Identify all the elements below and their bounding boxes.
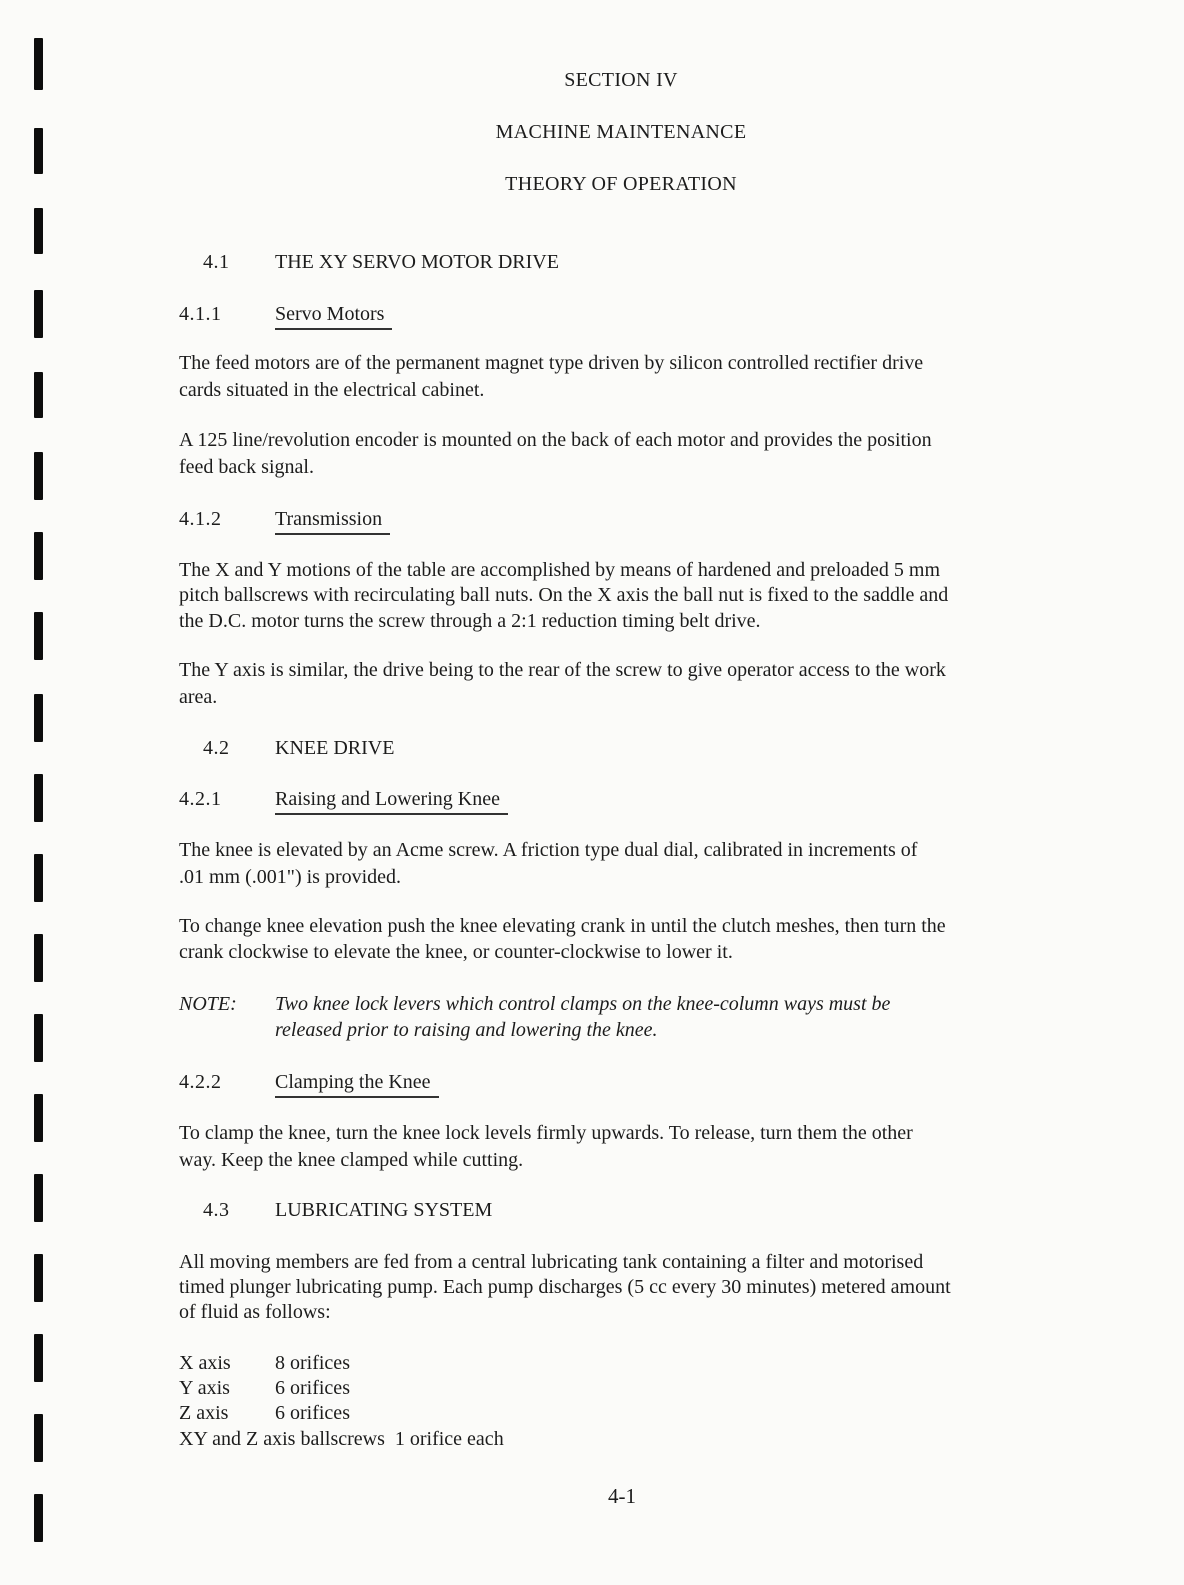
- binder-hole: [34, 1414, 43, 1462]
- list-item-value: 6 orifices: [275, 1402, 350, 1424]
- subsection-title: [275, 788, 508, 811]
- subsection-title: [275, 508, 390, 531]
- binder-hole: [34, 1254, 43, 1302]
- binder-hole: [34, 290, 43, 338]
- section-title: KNEE DRIVE: [275, 737, 395, 759]
- section-number: 4.2: [203, 737, 230, 759]
- list-item-axis: X axis: [179, 1352, 231, 1374]
- binder-hole: [34, 1494, 43, 1542]
- binder-hole: [34, 854, 43, 902]
- subsection-title-text: Servo Motors: [275, 303, 392, 330]
- paragraph-line: timed plunger lubricating pump. Each pump discharges (5 cc every 30 minutes) metered amount: [179, 1276, 951, 1298]
- paragraph-line: The knee is elevated by an Acme screw. A friction type dual dial, calibrated in increments of: [179, 839, 918, 861]
- subsection-title: [275, 303, 392, 326]
- paragraph-line: the D.C. motor turns the screw through a 2:1 reduction timing belt drive.: [179, 610, 761, 632]
- list-item: XY and Z axis ballscrews 1 orifice each: [179, 1428, 504, 1450]
- section-title: THE XY SERVO MOTOR DRIVE: [275, 251, 559, 273]
- paragraph-line: A 125 line/revolution encoder is mounted on the back of each motor and provides the position: [179, 429, 932, 451]
- paragraph-line: The Y axis is similar, the drive being to the rear of the screw to give operator access to the work: [179, 659, 946, 681]
- binder-hole: [34, 532, 43, 580]
- list-item-value: 8 orifices: [275, 1352, 350, 1374]
- binder-hole: [34, 128, 43, 174]
- paragraph-line: crank clockwise to elevate the knee, or counter-clockwise to lower it.: [179, 941, 733, 963]
- page-title: MACHINE MAINTENANCE: [495, 121, 747, 143]
- page-subtitle: THEORY OF OPERATION: [505, 173, 737, 195]
- binder-hole: [34, 1334, 43, 1382]
- binder-hole: [34, 1094, 43, 1142]
- binder-hole: [34, 774, 43, 822]
- note-label: NOTE:: [179, 993, 237, 1015]
- paragraph-line: To clamp the knee, turn the knee lock levels firmly upwards. To release, turn them the other: [179, 1122, 913, 1144]
- subsection-number: 4.2.1: [179, 788, 222, 810]
- paragraph-line: All moving members are fed from a central lubricating tank containing a filter and motorised: [179, 1251, 924, 1273]
- section-title: LUBRICATING SYSTEM: [275, 1199, 493, 1221]
- subsection-title: [275, 1071, 439, 1094]
- binder-hole: [34, 372, 43, 418]
- binder-hole: [34, 694, 43, 742]
- paragraph-line: pitch ballscrews with recirculating ball nuts. On the X axis the ball nut is fixed to the saddle and: [179, 584, 949, 606]
- subsection-number: 4.1.2: [179, 508, 222, 530]
- binder-hole: [34, 452, 43, 500]
- subsection-title-text: Clamping the Knee: [275, 1071, 439, 1098]
- section-number: 4.1: [203, 251, 230, 273]
- paragraph-line: The X and Y motions of the table are accomplished by means of hardened and preloaded 5 mm: [179, 559, 941, 581]
- subsection-number: 4.2.2: [179, 1071, 222, 1093]
- paragraph-line: way. Keep the knee clamped while cutting.: [179, 1149, 524, 1171]
- binder-hole: [34, 934, 43, 982]
- section-number: 4.3: [203, 1199, 230, 1221]
- paragraph-line: feed back signal.: [179, 456, 314, 478]
- list-item-axis: Y axis: [179, 1377, 230, 1399]
- list-item-axis: Z axis: [179, 1402, 229, 1424]
- paragraph-line: .01 mm (.001") is provided.: [179, 866, 402, 888]
- binder-hole: [34, 612, 43, 660]
- subsection-number: 4.1.1: [179, 303, 222, 325]
- paragraph-line: cards situated in the electrical cabinet.: [179, 379, 485, 401]
- binder-hole: [34, 208, 43, 254]
- binder-hole: [34, 38, 43, 90]
- paragraph-line: of fluid as follows:: [179, 1301, 331, 1323]
- subsection-title-text: Transmission: [275, 508, 390, 535]
- note-line: Two knee lock levers which control clamps on the knee-column ways must be: [275, 993, 891, 1015]
- binder-hole: [34, 1014, 43, 1062]
- binder-hole: [34, 1174, 43, 1222]
- list-item-value: 6 orifices: [275, 1377, 350, 1399]
- note-line: released prior to raising and lowering the knee.: [275, 1019, 658, 1041]
- page-number: 4-1: [608, 1484, 636, 1508]
- paragraph-line: The feed motors are of the permanent magnet type driven by silicon controlled rectifier drive: [179, 352, 924, 374]
- paragraph-line: To change knee elevation push the knee elevating crank in until the clutch meshes, then turn the: [179, 915, 946, 937]
- section-heading: SECTION IV: [564, 69, 678, 91]
- paragraph-line: area.: [179, 686, 218, 708]
- subsection-title-text: Raising and Lowering Knee: [275, 788, 508, 815]
